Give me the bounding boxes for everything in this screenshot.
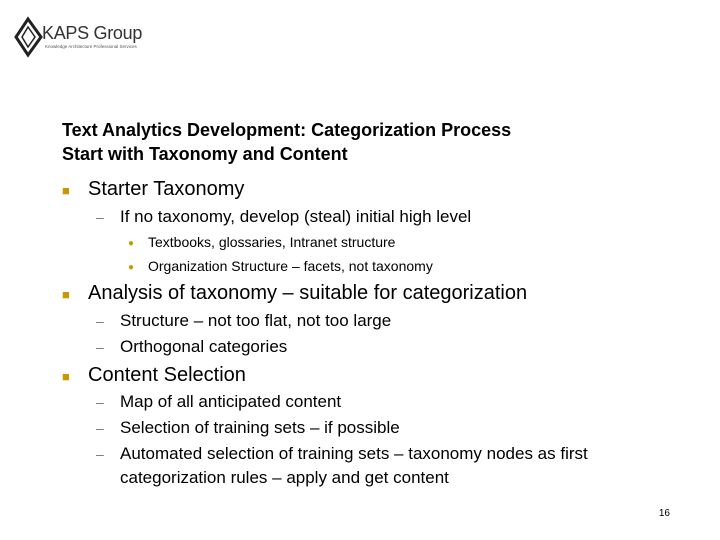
slide-title-line-2: Start with Taxonomy and Content (62, 144, 348, 164)
page-number: 16 (658, 508, 670, 519)
sub-sub-bullet-text: Textbooks, glossaries, Intranet structure (148, 234, 396, 250)
sub-bullet-text: If no taxonomy, develop (steal) initial high level (120, 207, 472, 226)
slide-title-line-1: Text Analytics Development: Categorization Process (62, 120, 512, 140)
sub-bullet-text: Automated selection of training sets – taxonomy nodes as first categorization rules – apply and get content (120, 444, 588, 487)
bullet-text: Content Selection (88, 364, 246, 386)
sub-sub-bullet-text: Organization Structure – facets, not taxonomy (148, 258, 433, 274)
logo-tagline: Knowledge Architecture Professional Services (45, 44, 137, 49)
square-bullet-icon: ■ (62, 287, 70, 302)
dash-bullet-icon: – (96, 313, 104, 329)
sub-bullet-text: Map of all anticipated content (120, 392, 342, 411)
dash-bullet-icon: – (96, 394, 104, 410)
bullet-text: Analysis of taxonomy – suitable for categorization (88, 282, 528, 304)
sub-bullet-text: Selection of training sets – if possible (120, 418, 400, 437)
logo-name: KAPS Group (42, 23, 143, 43)
sub-bullet-text: Structure – not too flat, not too large (120, 311, 392, 330)
dash-bullet-icon: – (96, 420, 104, 436)
kaps-diamond-logo-icon (14, 16, 44, 58)
dot-bullet-icon: ● (128, 238, 135, 249)
slide-title (62, 118, 682, 166)
dash-bullet-icon: – (96, 446, 104, 462)
bullet-text: Starter Taxonomy (88, 178, 245, 200)
square-bullet-icon: ■ (62, 369, 70, 384)
kaps-group-logo (14, 16, 154, 58)
dash-bullet-icon: – (96, 339, 104, 355)
dot-bullet-icon: ● (128, 262, 135, 273)
sub-bullet-text: Orthogonal categories (120, 337, 288, 356)
dash-bullet-icon: – (96, 209, 104, 225)
square-bullet-icon: ■ (62, 183, 70, 198)
